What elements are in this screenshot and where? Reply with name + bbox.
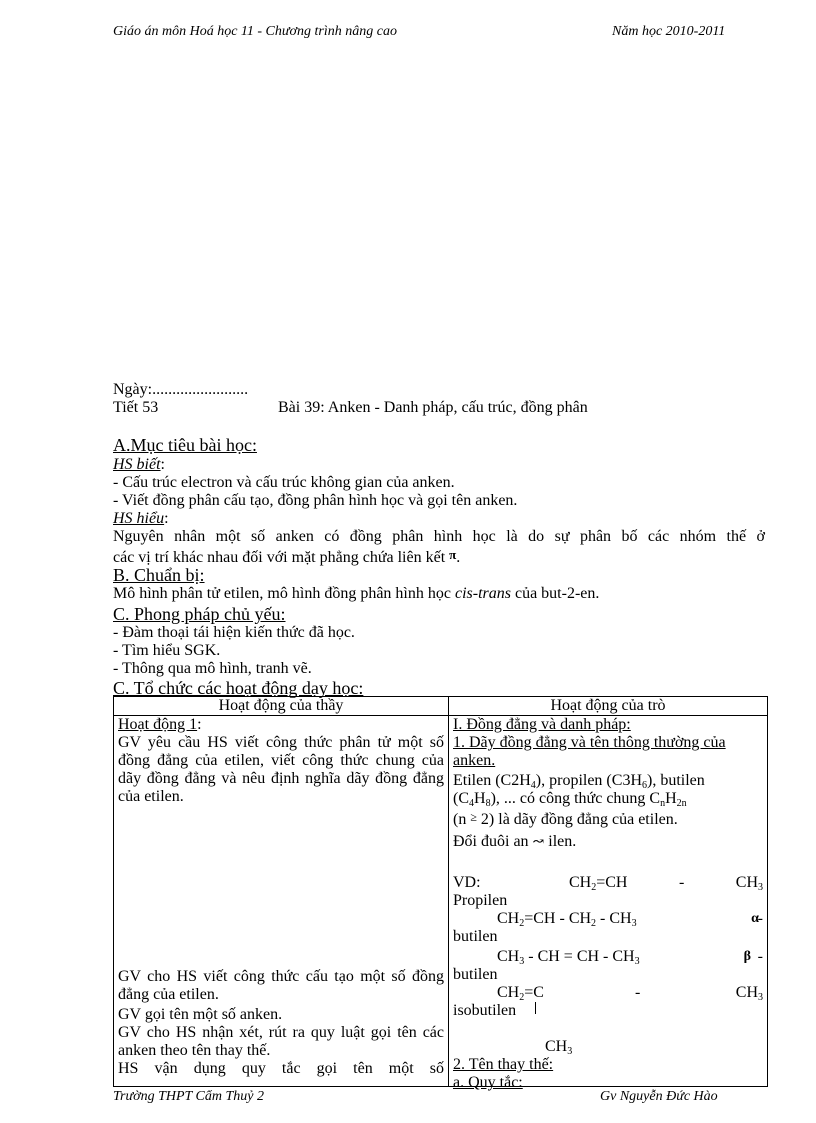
student-cell: I. Đồng đẳng và danh pháp: 1. Dãy đồng đẳng và tên thông thường của anken. Etilen $(C2H_4)$, propilen $(C3H_6)$, butilen $(C_4H_8)$, ... có công thức chung $C_nH_{2n}$ (n ≥ 2) là dãy đồng đẳng của etilen. Đổi đuôi an ↝ ilen. VD: $CH_2=CH$ - $CH_3$ Propilen $CH_2=CH - CH_2 - CH_3$ α - butilen $CH_3$ - CH = CH - $CH_3$ β - butilen $CH_2=C$ - $CH_3$ isobutilen $CH_3$ 2. Tên thay thế: a. Quy tắc:	[453, 716, 763, 1091]
teacher-p3: GV gọi tên một số anken.	[118, 1006, 283, 1023]
teacher-p5: HS vận dụng quy tắc gọi tên một số	[118, 1060, 444, 1077]
student-s3: 2. Tên thay thế:	[453, 1056, 554, 1073]
teacher-p4: GV cho HS nhận xét, rút ra quy luật gọi tên các anken theo tên thay thế.	[118, 1024, 444, 1059]
bond-line	[535, 1002, 536, 1014]
arrow-icon: ↝	[532, 835, 545, 850]
c1-item-1: - Đàm thoại tái hiện kiến thức đã học.	[113, 624, 355, 641]
isobutilen-name: isobutilen	[453, 1002, 517, 1019]
n-line: (n ≥ 2) là dãy đồng đẳng của etilen.	[453, 810, 678, 828]
doi-duoi-line: Đổi đuôi an ↝ ilen.	[453, 833, 577, 850]
section-b-text: Mô hình phân tử etilen, mô hình đồng phân hình học cis-trans của but-2-en.	[113, 585, 600, 602]
teacher-p1: GV yêu cầu HS viết công thức phân tử một số đồng đẳng của etilen, viết công thức chung của dãy đồng đẳng và nêu định nghĩa dãy đồng đẳng của etilen.	[118, 734, 444, 805]
hieu-text-2-line: các vị trí khác nhau đối với mặt phẳng chứa liên kết π.	[113, 547, 461, 566]
hs-hieu-label: HS hiểu	[113, 510, 165, 527]
footer-left: Trường THPT Cẩm Thuỷ 2	[113, 1089, 264, 1104]
hieu-text-1: Nguyên nhân một số anken có đồng phân hình học là do sự phân bố các nhóm thế ở	[113, 528, 765, 545]
butilen-name-2: butilen	[453, 966, 498, 983]
ch3-branch: $CH_3$	[545, 1038, 573, 1057]
biet-item-2: - Viết đồng phân cấu tạo, đồng phân hình học và gọi tên anken.	[113, 492, 518, 509]
c1-item-2: - Tìm hiểu SGK.	[113, 642, 221, 659]
col-teacher-header: Hoạt động của thầy	[114, 697, 449, 716]
section-a-heading: A.Mục tiêu bài học:	[113, 435, 257, 455]
pi-symbol: π	[449, 547, 457, 562]
section-b-heading: B. Chuẩn bị:	[113, 565, 205, 585]
butilen-name-1: butilen	[453, 928, 498, 945]
header-left: Giáo án môn Hoá học 11 - Chương trình nâng cao	[113, 24, 397, 39]
lesson-title: Bài 39: Anken - Danh pháp, cấu trúc, đồng phân	[278, 399, 588, 416]
hd1-label: Hoạt động 1	[118, 716, 198, 733]
section-c1-heading: C. Phong pháp chủ yếu:	[113, 604, 286, 624]
student-s4: a. Quy tắc:	[453, 1074, 523, 1091]
footer-right: Gv Nguyễn Đức Hào	[600, 1089, 718, 1104]
etilen-line: Etilen $(C2H_4)$, propilen $(C3H_6)$, butilen	[453, 772, 705, 791]
header-right: Năm học 2010-2011	[612, 24, 726, 39]
section-c2-heading: C. Tổ chức các hoạt động dạy học:	[113, 678, 364, 698]
c4h8-line: $(C_4H_8)$, ... có công thức chung $C_nH_{2n}$	[453, 790, 687, 809]
teacher-p2: GV cho HS viết công thức cấu tạo một số đồng đẳng của etilen.	[118, 968, 444, 1003]
student-s2: 1. Dãy đồng đẳng và tên thông thường của anken.	[453, 734, 726, 769]
col-student-header: Hoạt động của trò	[449, 697, 768, 716]
alpha-symbol: α	[751, 911, 759, 926]
teacher-cell: Hoạt động 1: GV yêu cầu HS viết công thức phân tử một số đồng đẳng của etilen, viết công thức chung của dãy đồng đẳng và nêu định nghĩa dãy đồng đẳng của etilen. GV cho HS viết công thức cấu tạo một số đồng đẳng của etilen. GV gọi tên một số anken. GV cho HS nhận xét, rút ra quy luật gọi tên các anken theo tên thay thế. HS vận dụng quy tắc gọi tên một số	[118, 716, 444, 1077]
hs-biet-label: HS biết	[113, 456, 161, 473]
date-line: Ngày:........................	[113, 381, 249, 398]
student-s1: I. Đồng đẳng và danh pháp:	[453, 716, 631, 733]
lesson-number: Tiết 53	[113, 399, 159, 416]
activity-table	[113, 696, 768, 1091]
propilen-name: Propilen	[453, 892, 508, 909]
biet-item-1: - Cấu trúc electron và cấu trúc không gian của anken.	[113, 474, 455, 491]
beta-symbol: β	[743, 949, 751, 964]
vd-line: VD: $CH_2=CH$ - $CH_3$	[453, 874, 763, 893]
c1-item-3: - Thông qua mô hình, tranh vẽ.	[113, 660, 312, 677]
